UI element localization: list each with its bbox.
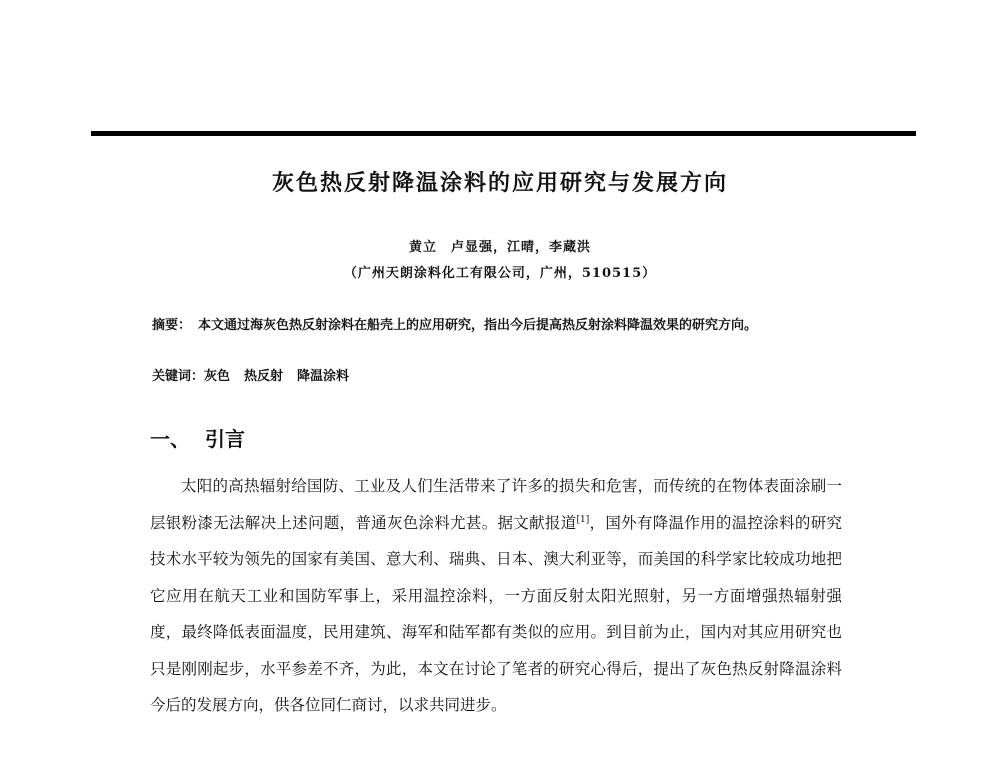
affiliation: （广州天朗涂料化工有限公司，广州，510515） [343, 266, 657, 281]
citation-ref: [1] [576, 514, 590, 525]
section-number: 一、 [150, 427, 190, 451]
abstract [152, 313, 842, 338]
keywords-label: 关键词： [152, 369, 205, 384]
header-rule [91, 131, 916, 136]
intro-text-part2: ，国外有降温作用的温控涂料的研究技术水平较为领先的国家有美国、意大利、瑞典、日本、澳大利亚等，而美国的科学家比较成功地把它应用在航天工业和国防军事上，采用温控涂料，一方面反射太阳光照射，另一方面增强热辐射强度，最终降低表面温度，民用建筑、海军和陆军都有类似的应用。到目前为止，国内对其应用研究也只是刚刚起步，水平参差不齐，为此，本文在讨论了笔者的研究心得后，提出了灰色热反射降温涂料今后的发展方向，供各位同仁商讨，以求共同进步。 [150, 513, 842, 714]
abstract-label: 摘要： [152, 318, 192, 333]
paper-title: 灰色热反射降温涂料的应用研究与发展方向 [271, 170, 728, 196]
section-title: 引言 [205, 427, 245, 451]
keyword-3: 降温涂料 [297, 369, 350, 384]
section-heading [150, 423, 245, 452]
intro-text-part1: 太阳的高热辐射给国防、工业及人们生活带来了许多的损失和危害，而传统的在物体表面涂刷一层银粉漆无法解决上述问题，普通灰色涂料尤甚。据文献报道 [150, 477, 842, 532]
authors: 黄立 卢显强，江晴，李蔵洪 [408, 240, 591, 255]
intro-paragraph [150, 468, 842, 724]
keyword-1: 灰色 [204, 369, 231, 384]
keyword-2: 热反射 [244, 369, 284, 384]
keywords [152, 365, 363, 384]
abstract-text: 本文通过海灰色热反射涂料在船壳上的应用研究，指出今后提高热反射涂料降温效果的研究方向。 [198, 318, 758, 333]
